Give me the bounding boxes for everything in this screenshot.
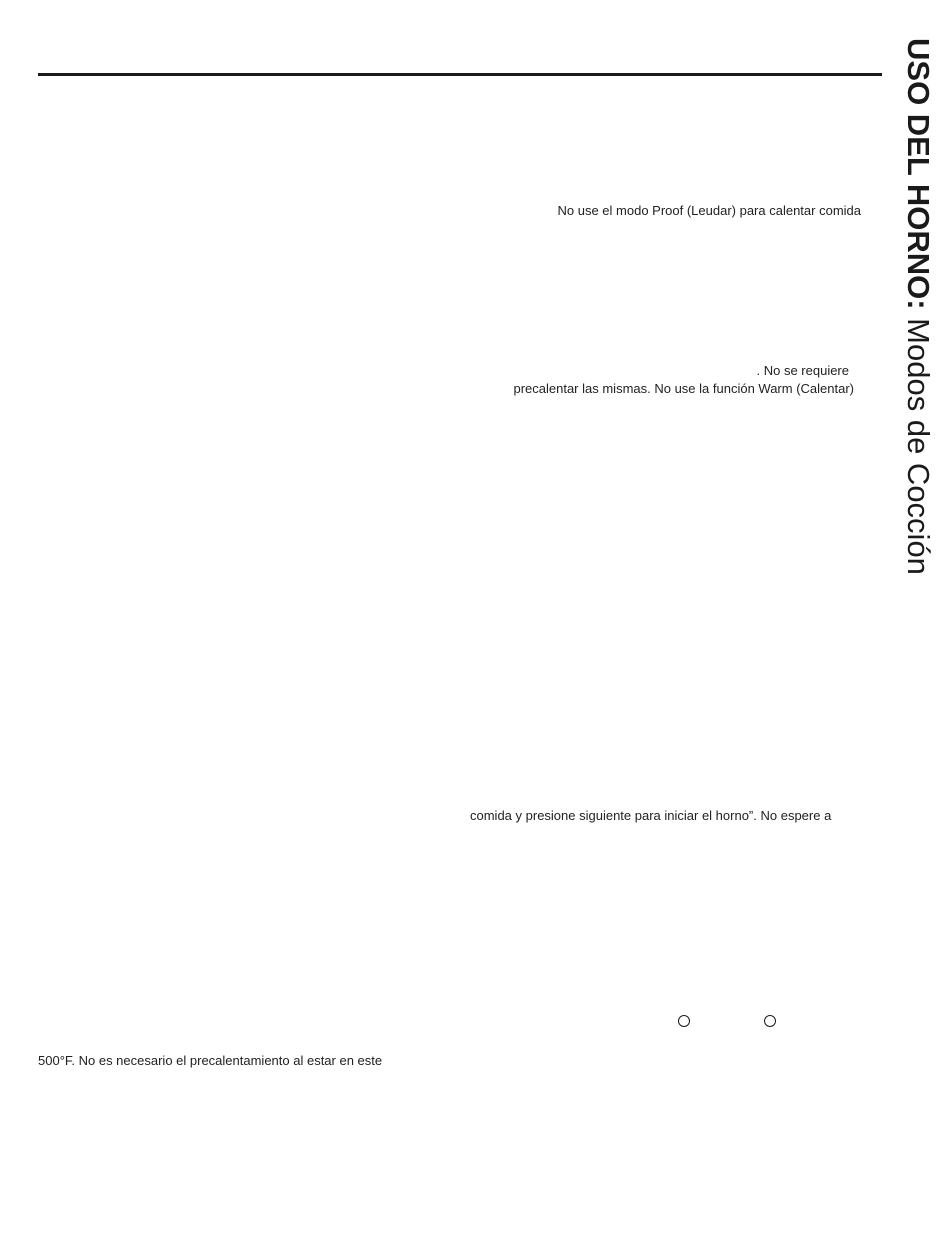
- text-proof-warning: No use el modo Proof (Leudar) para calentar comida: [557, 203, 861, 218]
- text-500f: 500°F. No es necesario el precalentamiento al estar en este: [38, 1053, 383, 1068]
- section-heading: [898, 38, 938, 618]
- text-no-requiere: . No se requiere: [756, 363, 849, 378]
- text-precalentar: precalentar las mismas. No use la función Warm (Calentar): [513, 381, 854, 396]
- circle-symbol: [678, 1015, 690, 1027]
- text-comida-siguiente: comida y presione siguiente para iniciar el horno”. No espere a: [470, 808, 832, 823]
- header-rule: [38, 73, 882, 76]
- section-heading-bold: USO DEL HORNO:: [901, 38, 936, 310]
- circle-symbol: [764, 1015, 776, 1027]
- section-heading-light: Modos de Cocción: [901, 309, 936, 575]
